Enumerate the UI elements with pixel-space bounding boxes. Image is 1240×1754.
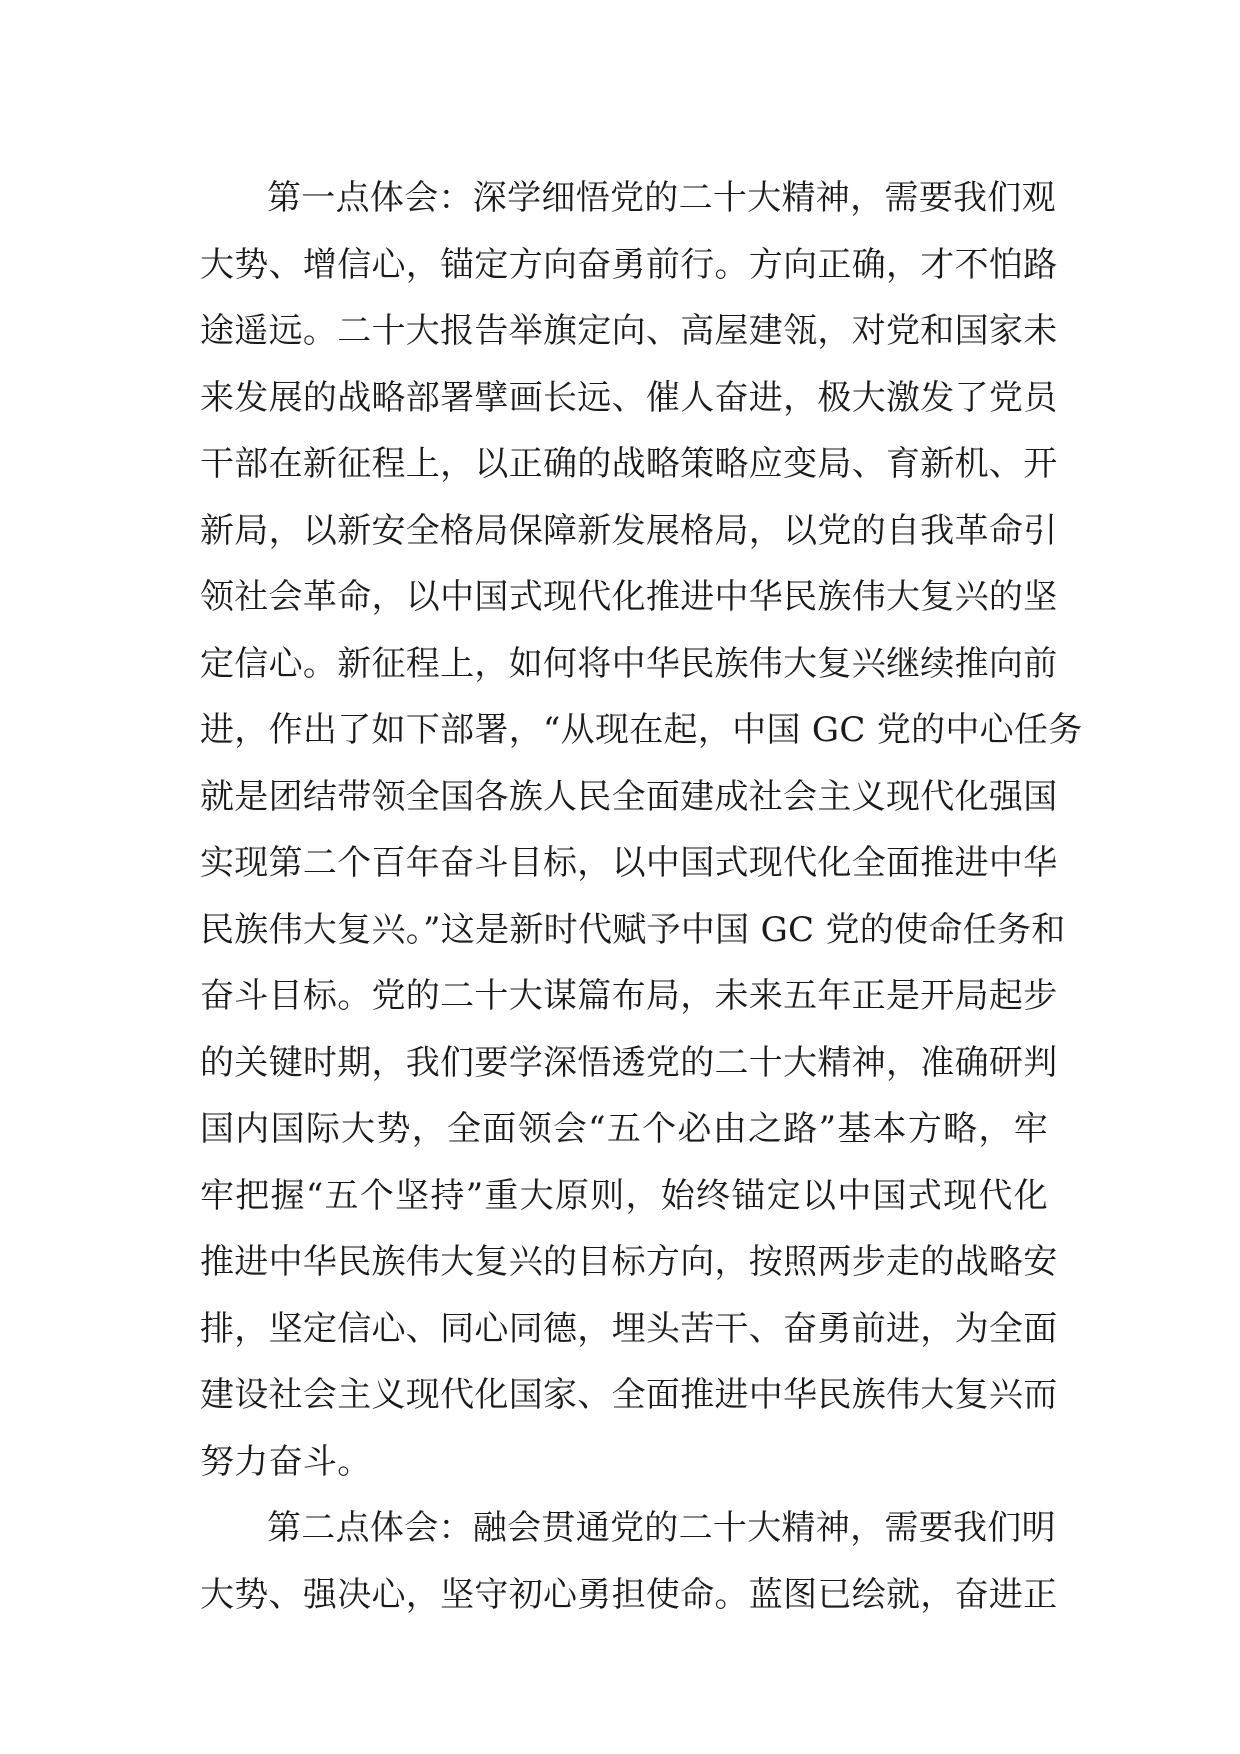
text-line: 民族伟大复兴。”这是新时代赋予中国 GC 党的使命任务和 (200, 909, 1066, 950)
text-line: 建设社会主义现代化国家、全面推进中华民族伟大复兴而 (200, 1375, 1058, 1415)
text-line: 第二点体会：融会贯通党的二十大精神，需要我们明 (267, 1508, 1056, 1548)
text-line: 领社会革命，以中国式现代化推进中华民族伟大复兴的坚 (200, 577, 1058, 617)
text-line: 第一点体会：深学细悟党的二十大精神，需要我们观 (267, 178, 1056, 218)
document-page (200, 165, 1083, 1628)
text-line: 干部在新征程上，以正确的战略策略应变局、育新机、开 (200, 444, 1058, 484)
text-line: 就是团结带领全国各族人民全面建成社会主义现代化强国 (200, 776, 1058, 817)
text-line: 推进中华民族伟大复兴的目标方向，按照两步走的战略安 (200, 1242, 1058, 1282)
text-line: 新局，以新安全格局保障新发展格局，以党的自我革命引 (200, 510, 1058, 551)
text-line: 奋斗目标。党的二十大谋篇布局，未来五年正是开局起步 (200, 976, 1058, 1016)
text-line: 大势、增信心，锚定方向奋勇前行。方向正确，才不怕路 (200, 244, 1058, 285)
text-line: 实现第二个百年奋斗目标，以中国式现代化全面推进中华 (200, 843, 1058, 883)
text-line: 大势、强决心，坚守初心勇担使命。蓝图已绘就，奋进正 (200, 1574, 1058, 1615)
text-line: 努力奋斗。 (200, 1441, 372, 1482)
paragraph-1 (200, 165, 1083, 1495)
text-line: 途遥远。二十大报告举旗定向、高屋建瓴，对党和国家未 (200, 311, 1058, 351)
text-line: 来发展的战略部署擘画长远、催人奋进，极大激发了党员 (200, 377, 1058, 418)
text-line: 定信心。新征程上，如何将中华民族伟大复兴继续推向前 (200, 643, 1058, 684)
paragraph-2 (200, 1495, 1058, 1628)
text-line: 牢把握“五个坚持”重大原则，始终锚定以中国式现代化 (200, 1175, 1048, 1216)
text-line: 国内国际大势，全面领会“五个必由之路”基本方略，牢 (200, 1109, 1048, 1149)
text-line: 的关键时期，我们要学深悟透党的二十大精神，准确研判 (200, 1042, 1058, 1083)
text-line: 排，坚定信心、同心同德，埋头苦干、奋勇前进，为全面 (200, 1308, 1058, 1349)
text-line: 进，作出了如下部署，“从现在起，中国 GC 党的中心任务 (200, 710, 1083, 750)
